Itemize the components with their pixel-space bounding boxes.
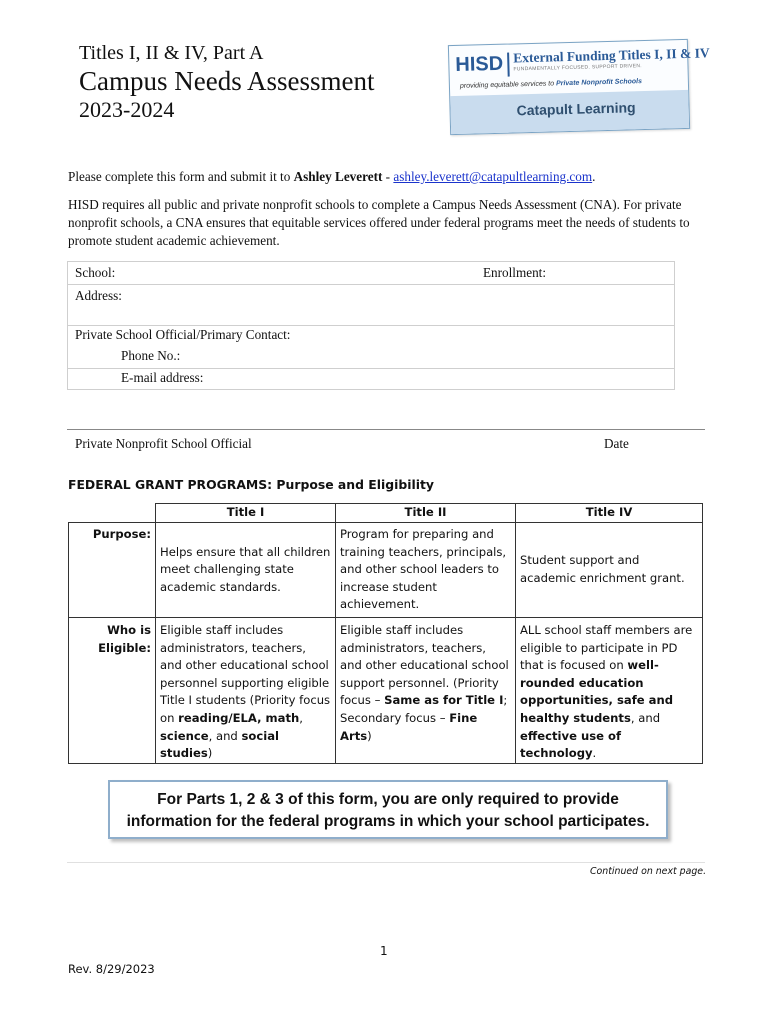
title-i-purpose: Helps ensure that all children meet challenging state academic standards. — [156, 523, 336, 618]
footer-divider — [67, 862, 705, 863]
phone-row[interactable] — [68, 347, 674, 369]
t4-elig-d: . — [592, 746, 597, 761]
form-subtitle: Titles I, II & IV, Part A — [79, 42, 264, 64]
eligible-label-line1: Who is — [107, 623, 151, 637]
table-corner — [69, 504, 156, 523]
signature-line[interactable] — [67, 429, 705, 430]
enrollment-label: Enrollment: — [483, 265, 546, 280]
column-title-iv: Title IV — [516, 504, 703, 523]
signature-official-label: Private Nonprofit School Official — [75, 436, 252, 451]
email-row[interactable] — [68, 368, 674, 389]
official-row[interactable] — [68, 326, 674, 347]
school-row[interactable] — [68, 262, 674, 285]
logo-title: External Funding Titles I, II & IV — [513, 45, 710, 66]
intro-end: . — [592, 169, 596, 184]
logo-providing-text: providing equitable services to — [459, 80, 555, 90]
column-title-ii: Title II — [336, 504, 516, 523]
logo-providing — [460, 78, 642, 90]
eligible-label-line2: Eligible: — [98, 640, 151, 655]
logo-separator — [507, 53, 510, 77]
t2-elig-c: ; Secondary focus – — [340, 693, 508, 725]
revision-date: Rev. 8/29/2023 — [68, 962, 155, 976]
table-row — [69, 618, 703, 764]
title-iv-eligible — [516, 618, 703, 764]
school-contact-form — [67, 261, 675, 390]
t1-elig-c: , — [299, 710, 303, 725]
hisd-catapult-logo — [448, 39, 710, 135]
t2-elig-d: ) — [367, 728, 372, 743]
federal-programs-heading: FEDERAL GRANT PROGRAMS: Purpose and Eligibility — [68, 477, 434, 492]
table-row — [69, 523, 703, 618]
contact-name: Ashley Leverett — [293, 169, 383, 184]
t4-elig-c: , and — [630, 710, 661, 725]
intro-submit-instructions — [68, 168, 708, 186]
intro-prefix: Please complete this form and submit it to — [68, 169, 294, 184]
catapult-learning-logo: Catapult Learning — [516, 99, 636, 119]
t1-elig-d: , and — [208, 728, 242, 743]
address-label: Address: — [75, 288, 122, 303]
federal-programs-table — [68, 503, 703, 764]
t1-elig-a: Eligible staff includes administrators, teachers, and other educational school personnel supporting eligible Title I students (Priority focus on — [160, 623, 331, 725]
official-label: Private School Official/Primary Contact: — [75, 327, 291, 342]
t1-elig-b1: reading/ELA, math — [178, 710, 300, 725]
address-row[interactable] — [68, 284, 674, 326]
title-ii-eligible — [336, 618, 516, 764]
eligible-row-label — [69, 618, 156, 764]
t4-elig-a: ALL school staff members are eligible to participate in PD that is focused on — [520, 623, 693, 673]
t1-elig-b3: social studies — [160, 728, 279, 761]
t1-elig-e: ) — [207, 746, 213, 761]
page-number: 1 — [380, 944, 388, 958]
form-year: 2023-2024 — [79, 97, 175, 122]
t1-elig-b2: science — [160, 728, 209, 743]
logo-providing-bold: Private Nonprofit Schools — [555, 78, 643, 88]
t2-elig-b1: Same as for Title I — [384, 693, 504, 708]
continued-note: Continued on next page. — [590, 866, 707, 877]
intro-dash: - — [382, 169, 394, 184]
t4-elig-b1: well-rounded education opportunities, safe and healthy students — [520, 658, 674, 725]
contact-email-link[interactable]: ashley.leverett@catapultlearning.com — [393, 169, 593, 184]
logo-hisd-text: HISD — [455, 52, 504, 76]
notice-line2: information for the federal programs in which your school participates. — [126, 813, 650, 830]
t2-elig-a: Eligible staff includes administrators, teachers, and other educational school support personnel. (Priority focus – — [340, 623, 509, 708]
title-ii-purpose: Program for preparing and training teachers, principals, and other school leaders to increase student achievement. — [336, 523, 516, 618]
phone-label: Phone No.: — [121, 348, 181, 363]
signature-date-label: Date — [604, 436, 629, 451]
intro-cna-description: HISD requires all public and private nonprofit schools to complete a Campus Needs Assessment (CNA). For private nonprofit schools, a CNA ensures that equitable services offered under federal programs meet the needs of students to promote student academic achievement. — [68, 197, 690, 248]
participation-notice — [108, 780, 668, 839]
column-title-i: Title I — [156, 504, 336, 523]
title-iv-purpose: Student support and academic enrichment grant. — [516, 523, 703, 618]
school-label: School: — [75, 265, 116, 280]
logo-tagline: FUNDAMENTALLY FOCUSED. SUPPORT DRIVEN. — [513, 63, 643, 73]
title-i-eligible — [156, 618, 336, 764]
t2-elig-b2: Fine Arts — [340, 710, 478, 743]
table-header-row — [69, 504, 703, 523]
notice-line1: For Parts 1, 2 & 3 of this form, you are only required to provide — [157, 791, 619, 808]
form-title: Campus Needs Assessment — [79, 66, 375, 96]
purpose-row-label: Purpose: — [69, 523, 156, 618]
email-label: E-mail address: — [121, 370, 204, 385]
t4-elig-b2: effective use of technology — [520, 728, 622, 761]
